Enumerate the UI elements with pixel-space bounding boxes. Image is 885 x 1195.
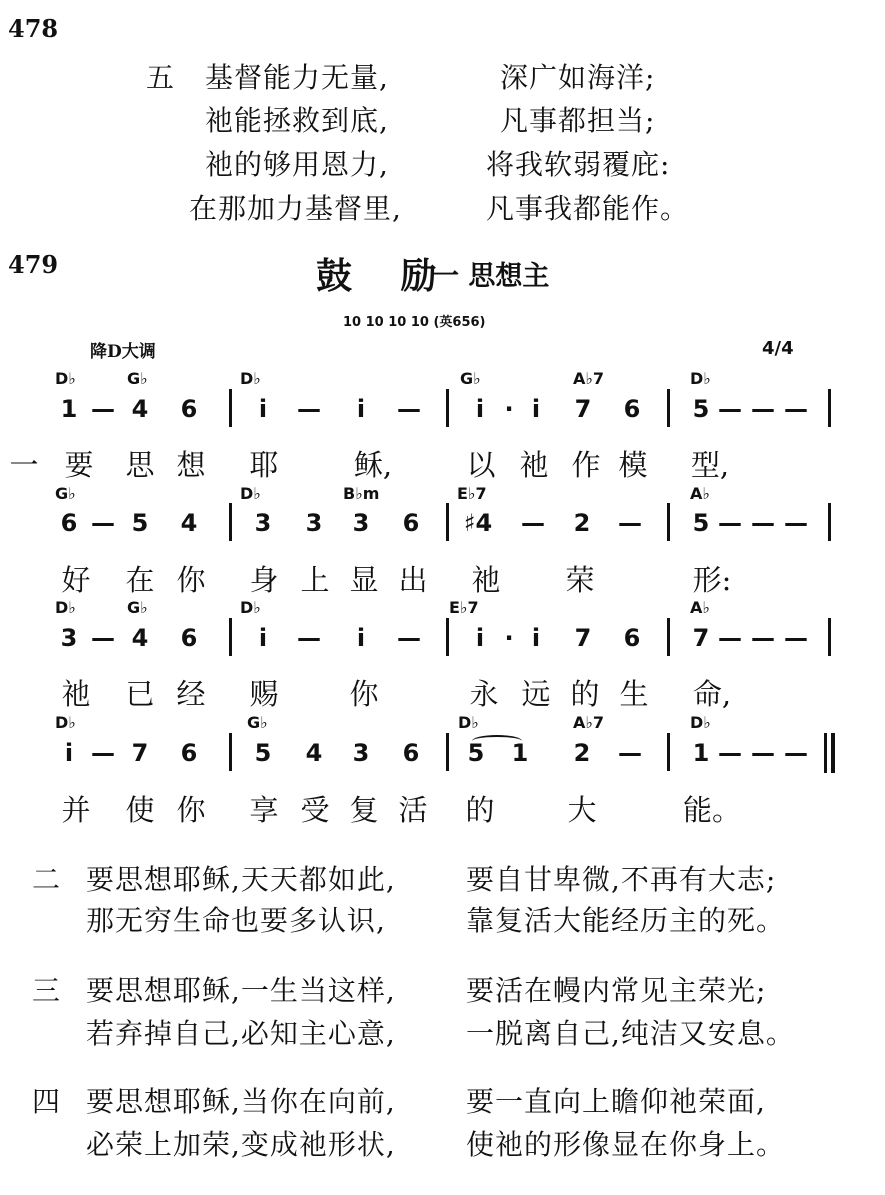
chord-symbol: D♭: [55, 369, 76, 388]
note: —: [751, 624, 775, 652]
note: 4: [305, 739, 323, 767]
lyric: 好: [61, 563, 91, 597]
note: 4: [180, 509, 198, 537]
note: 6: [180, 739, 198, 767]
note: i: [531, 395, 541, 423]
lyric: 出: [398, 563, 428, 597]
note: 6: [402, 509, 420, 537]
note: —: [784, 395, 808, 423]
lyric: 已: [125, 677, 155, 711]
chord-symbol: G♭: [460, 369, 481, 388]
note: —: [718, 624, 742, 652]
note: i: [475, 624, 485, 652]
verse-line: 将我软弱覆庇:: [486, 148, 671, 181]
lyric: 你: [176, 793, 206, 827]
chord-symbol: A♭: [690, 598, 710, 617]
lyric: 并: [61, 793, 91, 827]
bar-line: [446, 618, 449, 656]
chord-symbol: G♭: [55, 484, 76, 503]
note: —: [397, 395, 421, 423]
lyric: 祂: [61, 677, 91, 711]
lyric: 你: [349, 677, 379, 711]
note: 5: [692, 509, 710, 537]
bar-line: [828, 618, 831, 656]
chord-symbol: D♭: [690, 713, 711, 732]
note: 4: [131, 624, 149, 652]
bar-line: [446, 733, 449, 771]
verse-line: 靠复活大能经历主的死。: [466, 904, 786, 937]
note: —: [784, 624, 808, 652]
bar-line: [667, 618, 670, 656]
verse-line: 要活在幔内常见主荣光;: [466, 974, 767, 1007]
verse-marker: 三: [32, 974, 62, 1007]
chord-symbol: D♭: [690, 369, 711, 388]
verse-marker: 四: [32, 1085, 62, 1118]
lyric: 想: [176, 448, 206, 482]
note: —: [91, 509, 115, 537]
note: 2: [573, 739, 591, 767]
bar-line: [828, 389, 831, 427]
bar-line: [667, 503, 670, 541]
bar-line: [667, 733, 670, 771]
chord-symbol: G♭: [247, 713, 268, 732]
lyric: 思: [125, 448, 155, 482]
verse-line: 要思想耶稣,当你在向前,: [86, 1085, 396, 1118]
lyric: 以: [466, 448, 496, 482]
chord-symbol: E♭7: [457, 484, 487, 503]
verse-line: 必荣上加荣,变成祂形状,: [86, 1128, 396, 1161]
note: 2: [573, 509, 591, 537]
bar-line: [229, 389, 232, 427]
key-signature: 降D大调: [90, 342, 156, 362]
note: 6: [180, 395, 198, 423]
chord-symbol: A♭7: [573, 369, 605, 388]
lyric: 作: [571, 448, 601, 482]
note: —: [751, 739, 775, 767]
note: 3: [352, 509, 370, 537]
verse-line: 深广如海洋;: [500, 61, 656, 94]
lyric: 复: [349, 793, 379, 827]
verse-line: 使祂的形像显在你身上。: [466, 1128, 786, 1161]
note: 4: [131, 395, 149, 423]
note: i: [64, 739, 74, 767]
note: —: [718, 739, 742, 767]
note: 6: [623, 624, 641, 652]
lyric: 耶: [249, 448, 279, 482]
note: 3: [254, 509, 272, 537]
note: —: [397, 624, 421, 652]
note: 3: [60, 624, 78, 652]
note: 6: [623, 395, 641, 423]
bar-line: [446, 503, 449, 541]
chord-symbol: A♭: [690, 484, 710, 503]
note: ·: [504, 395, 514, 423]
final-bar-line: [824, 733, 827, 773]
verse-line: 祂能拯救到底,: [205, 104, 389, 137]
verse-line: 基督能力无量,: [205, 61, 389, 94]
note: —: [618, 739, 642, 767]
note: —: [91, 395, 115, 423]
chord-symbol: G♭: [127, 598, 148, 617]
chord-symbol: A♭7: [573, 713, 605, 732]
hymn-subtitle: 一 思想主: [432, 261, 550, 292]
verse-line: 若弃掉自己,必知主心意,: [86, 1017, 396, 1050]
note: 7: [574, 395, 592, 423]
verse-line: 要思想耶稣,天天都如此,: [86, 863, 396, 896]
lyric: 受: [300, 793, 330, 827]
verse-line: 祂的够用恩力,: [205, 148, 389, 181]
lyric: 显: [349, 563, 379, 597]
lyric: 模: [618, 448, 648, 482]
chord-symbol: D♭: [240, 369, 261, 388]
note: 1: [60, 395, 78, 423]
chord-symbol: B♭m: [343, 484, 380, 503]
lyric: 赐: [249, 677, 279, 711]
bar-line: [229, 618, 232, 656]
bar-line: [229, 503, 232, 541]
lyric: 祂: [519, 448, 549, 482]
note: i: [475, 395, 485, 423]
chord-symbol: G♭: [127, 369, 148, 388]
lyric: 活: [398, 793, 428, 827]
lyric: 一: [9, 448, 39, 482]
note: —: [618, 509, 642, 537]
verse-line: 在那加力基督里,: [189, 192, 402, 225]
note: —: [751, 509, 775, 537]
verse-marker: 五: [146, 61, 176, 94]
note: 7: [692, 624, 710, 652]
lyric: 荣: [565, 563, 595, 597]
verse-line: 凡事我都能作。: [486, 192, 690, 225]
lyric: 上: [300, 563, 330, 597]
note: —: [751, 395, 775, 423]
lyric: 的: [465, 793, 495, 827]
lyric: 使: [125, 793, 155, 827]
note: —: [297, 395, 321, 423]
note: 3: [352, 739, 370, 767]
lyric: 大: [567, 793, 597, 827]
lyric: 永: [469, 677, 499, 711]
lyric: 稣,: [353, 448, 393, 482]
note: 1: [511, 739, 529, 767]
verse-line: 要自甘卑微,不再有大志;: [466, 863, 777, 896]
chord-symbol: D♭: [240, 484, 261, 503]
note: —: [718, 509, 742, 537]
note: i: [258, 624, 268, 652]
hymn-number-479: 479: [8, 250, 59, 279]
hymn-title: 鼓 励: [316, 256, 455, 297]
hymn-number-478: 478: [8, 14, 59, 43]
note: 6: [180, 624, 198, 652]
note: —: [521, 509, 545, 537]
note: 7: [131, 739, 149, 767]
verse-line: 要思想耶稣,一生当这样,: [86, 974, 396, 1007]
lyric: 身: [249, 563, 279, 597]
note: i: [356, 395, 366, 423]
lyric: 命,: [692, 677, 732, 711]
note: 1: [692, 739, 710, 767]
final-bar-line: [831, 733, 835, 773]
lyric: 要: [64, 448, 94, 482]
lyric: 生: [619, 677, 649, 711]
verse-marker: 二: [32, 863, 62, 896]
note: —: [784, 739, 808, 767]
bar-line: [446, 389, 449, 427]
lyric: 的: [570, 677, 600, 711]
chord-symbol: D♭: [55, 713, 76, 732]
note: 5: [692, 395, 710, 423]
note: —: [91, 624, 115, 652]
note: i: [258, 395, 268, 423]
note: —: [784, 509, 808, 537]
note: 6: [60, 509, 78, 537]
time-signature: 4/4: [762, 338, 794, 359]
lyric: 型,: [690, 448, 730, 482]
lyric: 在: [125, 563, 155, 597]
lyric: 享: [249, 793, 279, 827]
note: —: [91, 739, 115, 767]
note: 5: [254, 739, 272, 767]
note: ·: [504, 624, 514, 652]
lyric: 能。: [682, 793, 742, 827]
bar-line: [828, 503, 831, 541]
verse-line: 那无穷生命也要多认识,: [86, 904, 386, 937]
note: i: [356, 624, 366, 652]
chord-symbol: E♭7: [449, 598, 479, 617]
chord-symbol: D♭: [240, 598, 261, 617]
note: 6: [402, 739, 420, 767]
chord-symbol: D♭: [458, 713, 479, 732]
note: i: [531, 624, 541, 652]
meter: 10 10 10 10 (英656): [343, 315, 486, 330]
chord-symbol: D♭: [55, 598, 76, 617]
note: —: [297, 624, 321, 652]
verse-line: 一脱离自己,纯洁又安息。: [466, 1017, 795, 1050]
lyric: 你: [176, 563, 206, 597]
verse-line: 要一直向上瞻仰祂荣面,: [466, 1085, 766, 1118]
verse-line: 凡事都担当;: [500, 104, 656, 137]
note: 5: [131, 509, 149, 537]
note: ♯4: [463, 509, 493, 537]
note: 7: [574, 624, 592, 652]
note: 3: [305, 509, 323, 537]
lyric: 远: [521, 677, 551, 711]
bar-line: [229, 733, 232, 771]
lyric: 祂: [471, 563, 501, 597]
lyric: 形:: [692, 563, 732, 597]
note: 5: [467, 739, 485, 767]
note: —: [718, 395, 742, 423]
bar-line: [667, 389, 670, 427]
lyric: 经: [176, 677, 206, 711]
